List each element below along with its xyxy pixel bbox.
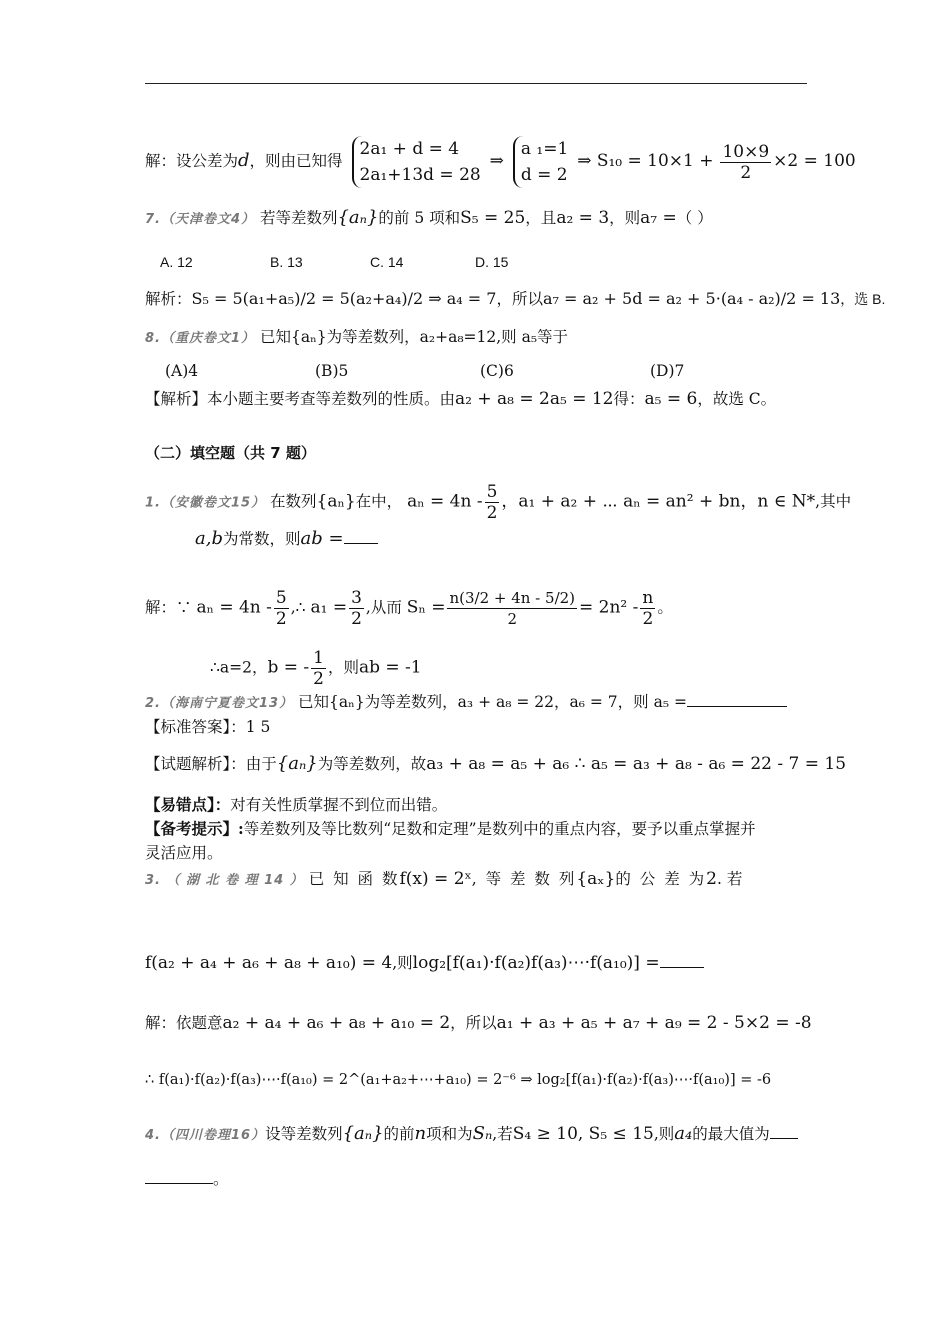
f1-text-1: 在数列: [270, 492, 317, 511]
fraction-numerator: n(3/2 + 4n - 5/2): [449, 589, 576, 607]
f2-tip-label: 【备考提示】:: [145, 819, 244, 838]
f2-solution: [145, 753, 846, 775]
f3-difference: 2: [706, 869, 717, 889]
fraction-denominator: 2: [275, 609, 287, 629]
f3-solution: [145, 1012, 812, 1034]
f3-question-cont: [145, 952, 704, 974]
f3-question: [145, 868, 742, 892]
f3-solution-math-2: a₁ + a₃ + a₅ + a₇ + a₉ = 2 - 5×2 = -8: [496, 1013, 812, 1033]
q8-solution-mid: 得：: [613, 390, 645, 408]
header-rule: [145, 83, 807, 84]
f4-text-1: 设等差数列: [265, 1125, 343, 1143]
f2-error-label: 【易错点】：: [145, 795, 231, 814]
q7-solution-math: S₅ = 5(a₁+a₅)/2 = 5(a₂+a₄)/2 ⇒ a₄ = 7: [191, 289, 497, 308]
q8-solution-math-2: a₅ = 6: [644, 389, 698, 409]
fraction-denominator: 2: [642, 609, 654, 629]
q8-source: 8.（重庆卷文1）: [145, 331, 256, 346]
q7-options: [160, 251, 508, 273]
q8-option-c: (C)6: [480, 362, 514, 380]
q7-a2: a₂ = 3: [556, 208, 610, 228]
f3-source: 3. （ 湖 北 卷 理 14 ）: [145, 873, 304, 888]
f2-solution-math: a₃ + a₈ = a₅ + a₆ ∴ a₅ = a₃ + a₈ - a₆ = 22 - 7 = 15: [426, 754, 847, 774]
fraction-5-over-2: [274, 588, 289, 629]
fraction-5-over-2: [485, 482, 500, 523]
fraction-3-over-2: [349, 588, 364, 629]
implies-arrow: ⇒: [489, 151, 504, 171]
answer-blank: [770, 1138, 798, 1139]
q6-solution-mid: ，则由已知得: [249, 152, 343, 170]
q7-solution-mid: ，所以: [496, 290, 543, 308]
f3-solution-mid: ，所以: [450, 1014, 497, 1032]
f2-source: 2.（海南宁夏卷文13）: [145, 696, 294, 711]
f2-solution-label: 【试题解析】：: [145, 755, 246, 773]
f4-a4: a₄: [674, 1123, 693, 1144]
q7-sequence: {aₙ}: [337, 207, 379, 228]
f1-solution-from: ,从而: [365, 598, 402, 617]
f1-question: [145, 482, 851, 523]
f4-text-5: ,则: [653, 1125, 675, 1143]
f3-text-1: 已 知 函 数: [308, 870, 400, 888]
system-2-row-1: a ₁=1: [520, 139, 569, 159]
f4-sn: Sₙ: [472, 1123, 493, 1144]
f3-text-4: . 若: [716, 870, 743, 888]
f1-text-3: ,其中: [815, 492, 852, 511]
q7-option-d: D. 15: [475, 254, 509, 270]
q8-solution-end: ，故选 C。: [697, 390, 777, 408]
q7-option-b: B. 13: [270, 254, 303, 270]
q7-solution-end: ，选 B.: [840, 291, 886, 307]
fraction-numerator: n: [642, 588, 654, 608]
system-2-row-2: d = 2: [520, 165, 568, 185]
f1-solution-a1: a₁ =: [310, 597, 348, 618]
f1-n-domain: ，n ∈ N*: [740, 491, 816, 512]
q7-s5: S₅ = 25: [460, 208, 526, 228]
f3-text-3: 的 公 差 为: [615, 870, 707, 888]
f1-solution-an: aₙ = 4n -: [196, 597, 272, 618]
fraction-10x9-over-2: [720, 142, 771, 183]
f1-conclusion-b: b = -: [267, 657, 310, 678]
f1-sequence: {aₙ}: [316, 491, 356, 512]
f4-question-cont: [145, 1168, 229, 1190]
f2-answer: [145, 716, 270, 738]
f2-solution-text-2: 为等差数列，故: [317, 755, 427, 773]
q8-options: [165, 360, 684, 382]
equation-system-2: [513, 136, 568, 188]
q7-text-2: 的前 5 项和: [378, 209, 461, 227]
f1-conclusion-text: ，则: [327, 658, 359, 677]
q8-option-a: (A)4: [165, 362, 199, 380]
section-heading: （二）填空题（共 7 题）: [145, 444, 316, 462]
answer-blank: [687, 706, 787, 707]
answer-blank-cont: [145, 1183, 213, 1184]
fraction-numerator: 10×9: [722, 141, 770, 162]
f2-tip: [145, 818, 756, 840]
f1-conclusion: [210, 648, 422, 689]
s10-result: ×2 = 100: [773, 151, 856, 171]
f1-text-4: 为常数，则: [222, 530, 301, 548]
f3-solution-math: a₂ + a₄ + a₆ + a₈ + a₁₀ = 2: [222, 1013, 451, 1033]
system-1-row-2: 2a₁+13d = 28: [359, 165, 481, 185]
fraction-numerator: 5: [275, 588, 287, 608]
f4-condition: S₄ ≥ 10, S₅ ≤ 15: [512, 1124, 654, 1144]
fraction-denominator: 2: [313, 669, 324, 689]
f1-source: 1.（安徽卷文15）: [145, 495, 266, 511]
f4-question: [145, 1123, 798, 1147]
f2-answer-value: 1 5: [245, 718, 271, 736]
f1-solution: [145, 588, 673, 629]
f4-end: 。: [213, 1170, 229, 1188]
q7-answer-blank: （ ）: [676, 209, 713, 227]
q7-solution-prefix: 解析：: [145, 290, 192, 308]
q7-text-3: ，且: [525, 209, 557, 227]
f1-ab-vars: a,b: [195, 528, 223, 549]
f1-conclusion-a: ∴a=2，: [210, 658, 268, 677]
fraction-denominator: 2: [507, 610, 517, 628]
f2-error-point: [145, 794, 447, 816]
q7-a7: a₇ =: [640, 208, 677, 228]
f2-text: 已知{aₙ}为等差数列，a₃ + a₈ = 22，a₆ = 7，则 a₅ =: [298, 693, 687, 711]
fraction-denominator: 2: [351, 609, 362, 629]
f3-solution-prefix: 解：依题意: [145, 1014, 223, 1032]
fraction-denominator: 2: [486, 503, 498, 523]
f2-error-text: 对有关性质掌握不到位而出错。: [230, 796, 448, 814]
f2-answer-label: 【标准答案】：: [145, 718, 246, 736]
f3-sequence: {aₓ}: [576, 869, 616, 889]
q8-solution-math: a₂ + a₈ = 2a₅ = 12: [455, 389, 614, 409]
f1-question-cont: [195, 528, 378, 550]
q6-solution-prefix: 解：设公差为: [145, 152, 239, 170]
f2-tip-text: 等差数列及等比数列“足数和定理”是数列中的重点内容，要予以重点掌握并: [243, 820, 756, 838]
q8-option-b: (B)5: [315, 362, 349, 380]
f1-solution-sn: Sₙ =: [406, 597, 446, 618]
f1-conclusion-ab: ab = -1: [358, 657, 422, 678]
f4-source: 4.（四川卷理16）: [145, 1128, 266, 1143]
fraction-numerator: 5: [486, 482, 498, 502]
s10-expression: ⇒ S₁₀ = 10×1 +: [577, 151, 714, 171]
var-d: d: [238, 150, 250, 171]
f1-solution-sn-result: = 2n² -: [579, 597, 639, 618]
f2-solution-text: 由于: [245, 755, 277, 773]
f3-ask: log₂[f(a₁)·f(a₂)f(a₃)⋯·f(a₁₀)] =: [412, 953, 660, 973]
f4-sequence: {aₙ}: [342, 1123, 384, 1144]
q7-text-1: 若等差数列: [259, 209, 338, 227]
f3-final: [145, 1069, 771, 1091]
q7-solution-math-2: a₇ = a₂ + 5d = a₂ + 5·(a₄ - a₂)/2 = 13: [542, 289, 841, 308]
f3-function: f(x) = 2ˣ: [399, 869, 472, 889]
system-1-row-1: 2a₁ + d = 4: [359, 139, 460, 159]
q7-solution: [145, 288, 885, 310]
f3-text-2: , 等 差 数 列: [471, 870, 577, 888]
fraction-sn: [447, 588, 577, 629]
f1-solution-prefix: 解：∵: [145, 598, 192, 617]
fraction-denominator: 2: [740, 162, 752, 183]
fraction-1-over-2: [311, 648, 326, 689]
f1-ask: ab =: [300, 528, 344, 549]
q8-solution-prefix: 【解析】本小题主要考查等差数列的性质。由: [145, 390, 456, 408]
q8-solution: [145, 388, 776, 410]
fraction-numerator: 3: [351, 588, 362, 608]
f4-n: n: [414, 1123, 427, 1144]
f1-solution-dot: 。: [657, 598, 673, 617]
f3-then: ,则: [392, 954, 413, 972]
q6-solution: [145, 136, 856, 188]
f1-sum: ，a₁ + a₂ + ⋯ aₙ = an² + bn: [501, 491, 741, 512]
f3-condition: f(a₂ + a₄ + a₆ + a₈ + a₁₀) = 4: [145, 953, 393, 973]
q7-text-4: ，则: [609, 209, 641, 227]
f1-text-2: 在中，: [355, 492, 403, 511]
f4-text-3: 项和为: [426, 1125, 473, 1143]
answer-blank: [344, 543, 378, 544]
q8-text: 已知{aₙ}为等差数列，a₂+a₈=12,则 a₅等于: [259, 328, 569, 346]
f1-an: aₙ = 4n -: [407, 491, 483, 512]
f2-question: [145, 691, 787, 715]
q7-option-a: A. 12: [160, 254, 193, 270]
f1-solution-mid: ,∴: [290, 598, 306, 617]
f4-text-4: ,若: [492, 1125, 513, 1143]
q7-question: [145, 207, 713, 231]
f2-tip-cont: 灵活应用。: [145, 844, 223, 862]
fraction-numerator: 1: [313, 648, 324, 668]
f2-sequence: {aₙ}: [276, 753, 318, 774]
q7-source: 7.（天津卷文4）: [145, 212, 256, 227]
q7-option-c: C. 14: [370, 254, 404, 270]
answer-blank: [660, 967, 704, 968]
f4-text-6: 的最大值为: [692, 1125, 770, 1143]
fraction-n-over-2: [640, 588, 655, 629]
f3-final-math: ∴ f(a₁)·f(a₂)·f(a₃)⋯·f(a₁₀) = 2^(a₁+a₂+⋯+a₁₀) = 2⁻⁶ ⇒ log₂[f(a₁)·f(a₂)·f(a₃)⋯·f(a₁₀)] = -6: [145, 1072, 772, 1088]
equation-system-1: [352, 136, 481, 188]
q8-option-d: (D)7: [650, 362, 685, 380]
q8-question: [145, 326, 568, 350]
f4-text-2: 的前: [383, 1125, 415, 1143]
